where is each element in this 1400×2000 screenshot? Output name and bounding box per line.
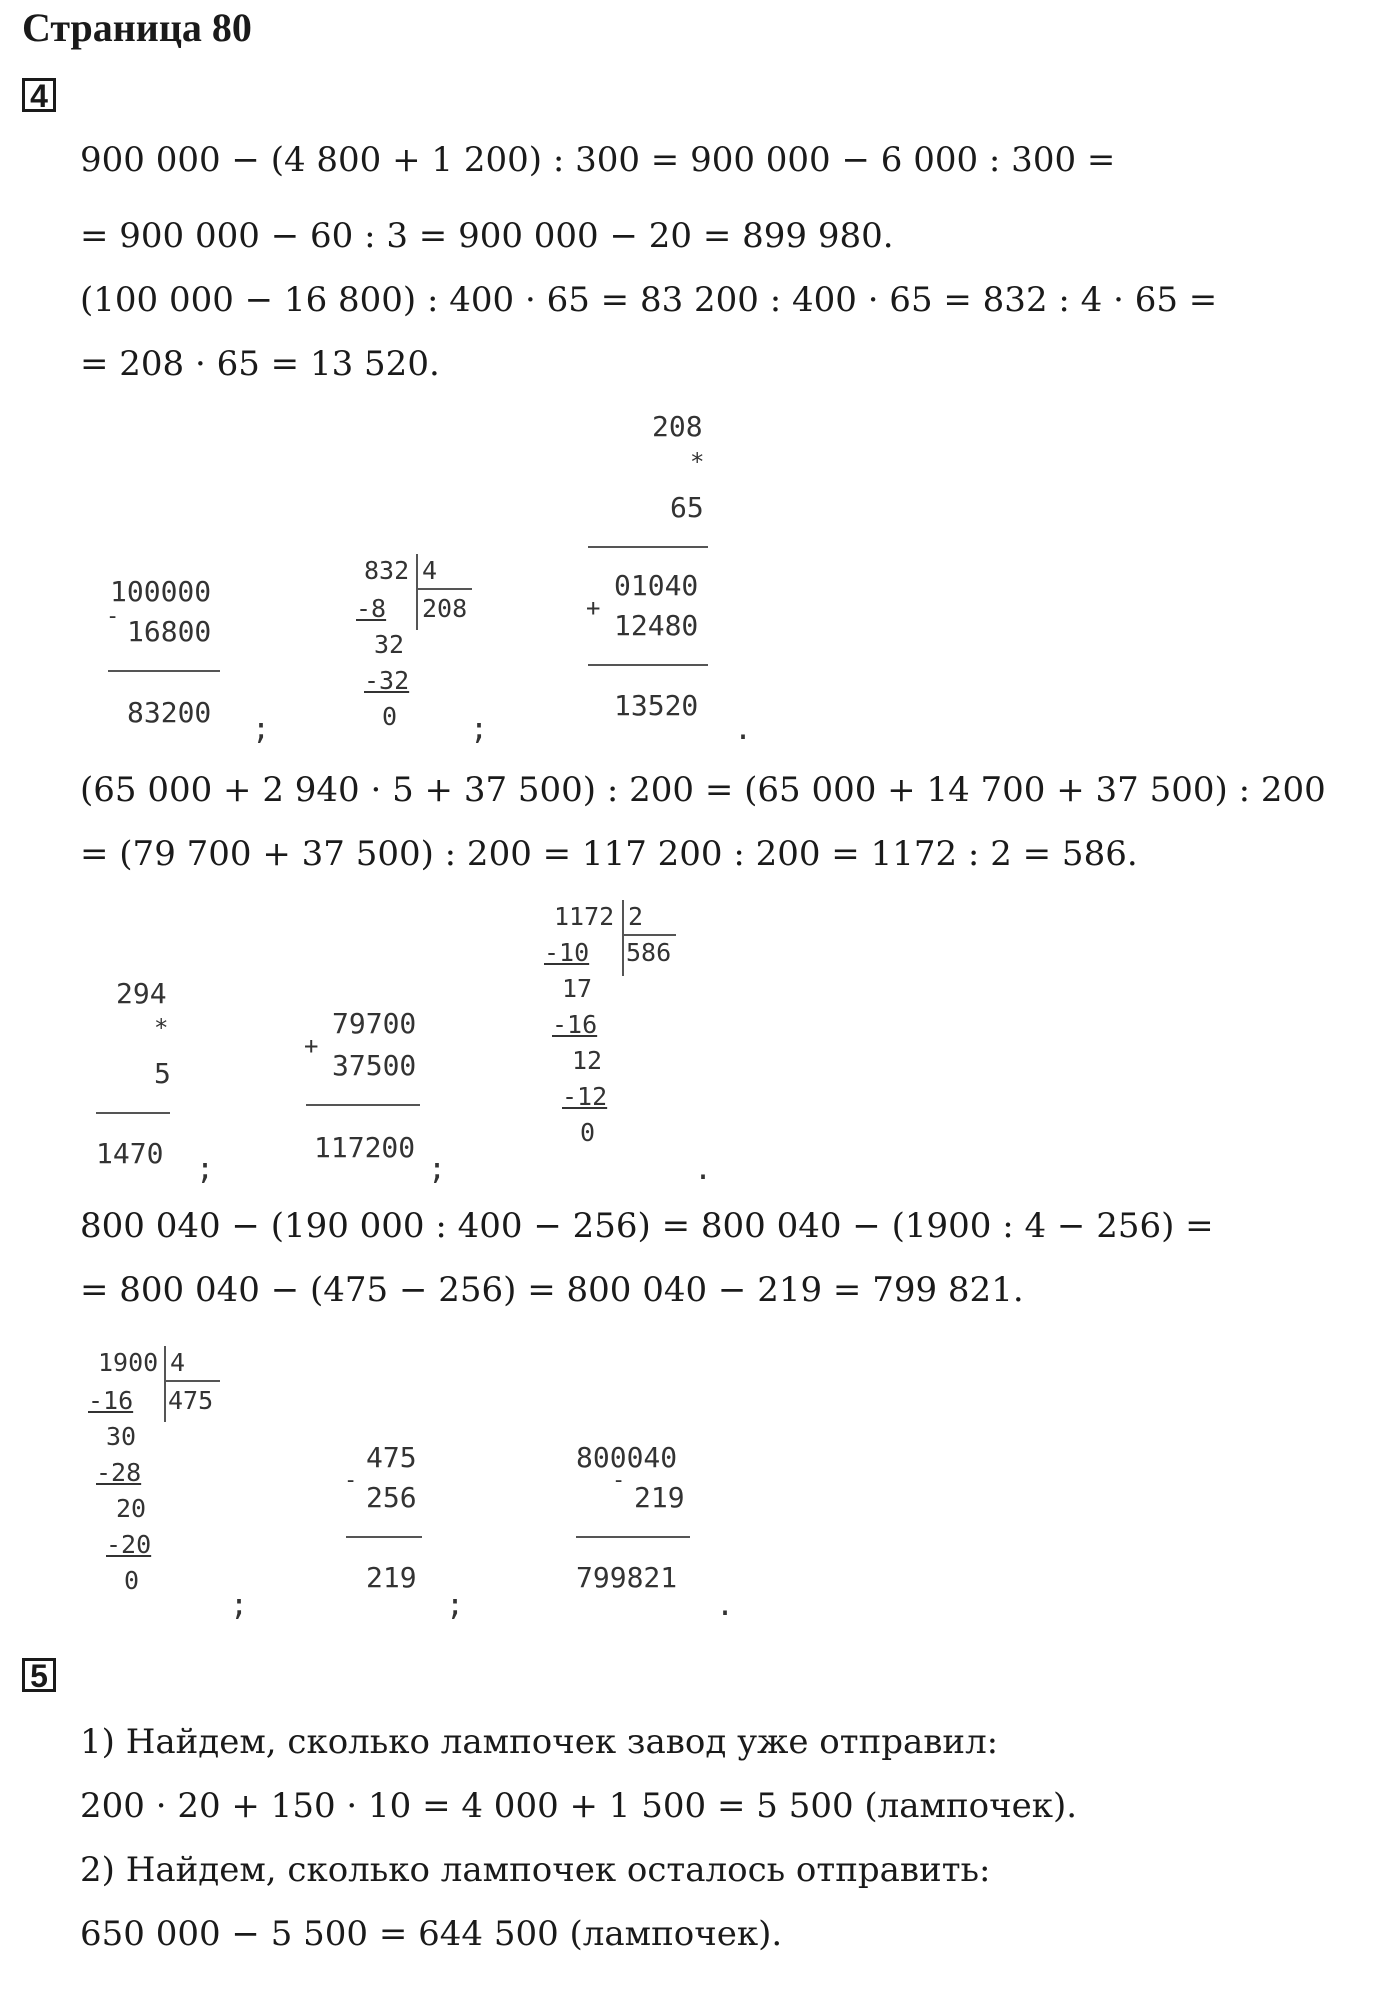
step-subtract-2: -32 xyxy=(364,666,410,695)
partial-product-1: 01040 xyxy=(614,569,699,602)
task5-line-4: 650 000 − 5 500 = 644 500 (лампочек). xyxy=(80,1914,783,1954)
step-remainder-2: 0 xyxy=(382,702,398,731)
difference: 219 xyxy=(366,1561,417,1594)
step-remainder-3: 0 xyxy=(580,1118,596,1147)
page-title: Страница 80 xyxy=(22,5,252,50)
task4-line-5: (65 000 + 2 940 · 5 + 37 500) : 200 = (65 000 + 14 700 + 37 500) : 200 xyxy=(80,770,1326,810)
step-remainder-2: 12 xyxy=(572,1046,603,1075)
subtrahend: 16800 xyxy=(127,615,212,648)
quotient: 586 xyxy=(626,938,672,967)
product: 13520 xyxy=(614,689,699,722)
task4-line-8: = 800 040 − (475 − 256) = 800 040 − 219 = 799 821. xyxy=(80,1270,1024,1310)
step-remainder-3: 0 xyxy=(124,1566,140,1595)
task4-line-3: (100 000 − 16 800) : 400 · 65 = 83 200 : 400 · 65 = 832 : 4 · 65 = xyxy=(80,280,1218,320)
result-line xyxy=(96,1112,170,1114)
minuend: 100000 xyxy=(110,575,212,608)
step-remainder-2: 20 xyxy=(116,1494,147,1523)
step-remainder-1: 32 xyxy=(374,630,405,659)
minus-sign: - xyxy=(106,604,120,629)
sum: 117200 xyxy=(314,1131,416,1164)
quotient-line xyxy=(622,934,676,936)
dividend: 1172 xyxy=(554,902,615,931)
separator: ; xyxy=(230,1588,249,1623)
task4-line-4: = 208 · 65 = 13 520. xyxy=(80,344,440,384)
dividend: 1900 xyxy=(98,1348,159,1377)
minus-sign: - xyxy=(344,1468,358,1493)
subtrahend: 219 xyxy=(634,1481,685,1514)
partial-product-2: 12480 xyxy=(614,609,699,642)
division-bar xyxy=(416,554,418,630)
task4-line-6: = (79 700 + 37 500) : 200 = 117 200 : 200 = 1172 : 2 = 586. xyxy=(80,834,1138,874)
plus-sign: + xyxy=(304,1032,319,1060)
factor-1: 294 xyxy=(116,977,167,1010)
quotient-line xyxy=(416,588,472,590)
division-bar xyxy=(164,1346,166,1422)
division-bar xyxy=(622,900,624,976)
minus-sign: - xyxy=(612,1468,626,1493)
multiply-sign: * xyxy=(154,1014,169,1042)
separator: ; xyxy=(428,1152,447,1187)
step-subtract-2: -16 xyxy=(552,1010,598,1039)
addend-2: 37500 xyxy=(332,1049,417,1082)
multiply-sign: * xyxy=(690,448,705,476)
step-remainder-1: 30 xyxy=(106,1422,137,1451)
step-subtract-1: -8 xyxy=(356,594,387,623)
separator: ; xyxy=(196,1152,215,1187)
quotient: 475 xyxy=(168,1386,214,1415)
product-line xyxy=(588,546,708,548)
minuend: 475 xyxy=(366,1441,417,1474)
divisor: 2 xyxy=(628,902,644,931)
difference: 83200 xyxy=(127,696,212,729)
result-line xyxy=(576,1536,690,1538)
separator: ; xyxy=(446,1588,465,1623)
task-number-5: 5 xyxy=(22,1658,56,1692)
addend-1: 79700 xyxy=(332,1007,417,1040)
task4-line-1: 900 000 − (4 800 + 1 200) : 300 = 900 000 − 6 000 : 300 = xyxy=(80,140,1116,180)
step-subtract-1: -10 xyxy=(544,938,590,967)
plus-sign: + xyxy=(586,594,601,622)
quotient-line xyxy=(164,1380,220,1382)
factor-2: 65 xyxy=(670,491,704,524)
divisor: 4 xyxy=(170,1348,186,1377)
result-line xyxy=(306,1104,420,1106)
task-number-4: 4 xyxy=(22,78,56,112)
separator: ; xyxy=(470,712,489,747)
subtrahend: 256 xyxy=(366,1481,417,1514)
step-subtract-2: -28 xyxy=(96,1458,142,1487)
step-subtract-3: -12 xyxy=(562,1082,608,1111)
separator: . xyxy=(694,1152,713,1187)
result-line xyxy=(108,670,220,672)
separator: ; xyxy=(252,712,271,747)
separator: . xyxy=(716,1588,735,1623)
difference: 799821 xyxy=(576,1561,678,1594)
step-subtract-1: -16 xyxy=(88,1386,134,1415)
step-remainder-1: 17 xyxy=(562,974,593,1003)
factor-2: 5 xyxy=(154,1057,171,1090)
task5-line-2: 200 · 20 + 150 · 10 = 4 000 + 1 500 = 5 500 (лампочек). xyxy=(80,1786,1078,1826)
step-subtract-3: -20 xyxy=(106,1530,152,1559)
factor-1: 208 xyxy=(652,410,703,443)
divisor: 4 xyxy=(422,556,438,585)
dividend: 832 xyxy=(364,556,410,585)
task5-line-1: 1) Найдем, сколько лампочек завод уже отправил: xyxy=(80,1722,999,1762)
quotient: 208 xyxy=(422,594,468,623)
result-line xyxy=(346,1536,422,1538)
result-line xyxy=(588,664,708,666)
task4-line-2: = 900 000 − 60 : 3 = 900 000 − 20 = 899 980. xyxy=(80,216,894,256)
product: 1470 xyxy=(96,1137,164,1170)
minuend: 800040 xyxy=(576,1441,678,1474)
task4-line-7: 800 040 − (190 000 : 400 − 256) = 800 040 − (1900 : 4 − 256) = xyxy=(80,1206,1214,1246)
task5-line-3: 2) Найдем, сколько лампочек осталось отправить: xyxy=(80,1850,991,1890)
separator: . xyxy=(734,712,753,747)
